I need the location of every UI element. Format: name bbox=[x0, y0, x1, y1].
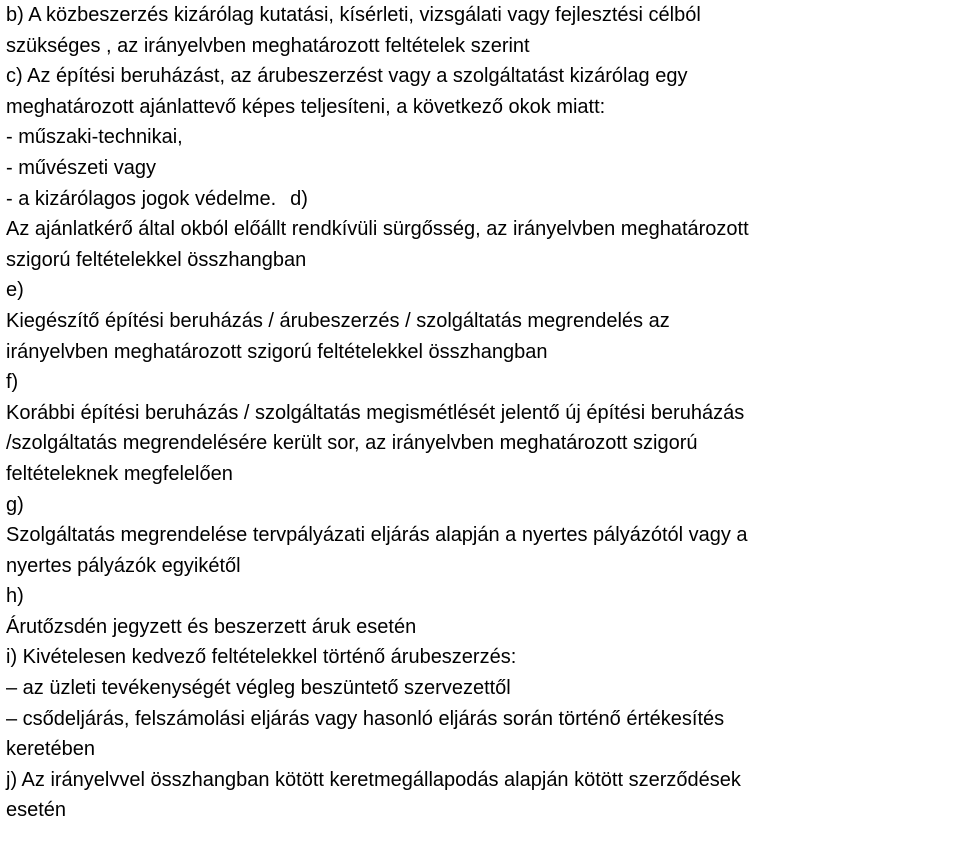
document-body bbox=[6, 0, 956, 826]
section-label-e: e) bbox=[6, 279, 24, 302]
text-line-f1: Korábbi építési beruházás / szolgáltatás megismétlését jelentő új építési beruházás bbox=[6, 401, 745, 424]
text-line-b2: szükséges , az irányelvben meghatározott feltételek szerint bbox=[6, 34, 530, 57]
text-line-d1: Az ajánlatkérő által okból előállt rendkívüli sürgősség, az irányelvben meghatározott bbox=[6, 218, 749, 241]
section-label-g: g) bbox=[6, 493, 24, 516]
text-line-b1: b) A közbeszerzés kizárólag kutatási, kísérleti, vizsgálati vagy fejlesztési célból bbox=[6, 4, 701, 26]
text-line-d2: szigorú feltételekkel összhangban bbox=[6, 248, 307, 271]
section-label-h: h) bbox=[6, 585, 24, 608]
text-line-j2: esetén bbox=[6, 799, 67, 822]
text-line-i1: i) Kivételesen kedvező feltételekkel történő árubeszerzés: bbox=[6, 646, 517, 669]
text-line-i4: keretében bbox=[6, 738, 95, 761]
text-line-e1: Kiegészítő építési beruházás / árubeszerzés / szolgáltatás megrendelés az bbox=[6, 309, 670, 332]
text-line-g2: nyertes pályázók egyikétől bbox=[6, 554, 241, 577]
text-line-f3: feltételeknek megfelelően bbox=[6, 462, 233, 485]
text-line-c4: - művészeti vagy bbox=[6, 156, 157, 179]
text-line-i3: – csődeljárás, felszámolási eljárás vagy hasonló eljárás során történő értékesítés bbox=[6, 707, 725, 730]
text-line-h1: Árutőzsdén jegyzett és beszerzett áruk esetén bbox=[6, 615, 417, 638]
text-line-c5-with-d bbox=[6, 184, 956, 215]
text-line-j1: j) Az irányelvvel összhangban kötött keretmegállapodás alapján kötött szerződések bbox=[6, 768, 741, 791]
section-label-d: d) bbox=[290, 187, 308, 210]
text-line-c5: - a kizárólagos jogok védelme. bbox=[6, 187, 277, 210]
text-line-i2: – az üzleti tevékenységét végleg beszüntető szervezettől bbox=[6, 677, 511, 700]
text-line-g1: Szolgáltatás megrendelése tervpályázati eljárás alapján a nyertes pályázótól vagy a bbox=[6, 524, 748, 547]
text-line-c2: meghatározott ajánlattevő képes teljesíteni, a következő okok miatt: bbox=[6, 95, 606, 118]
section-label-f: f) bbox=[6, 371, 19, 394]
text-line-e2: irányelvben meghatározott szigorú feltételekkel összhangban bbox=[6, 340, 548, 363]
text-line-c3: - műszaki-technikai, bbox=[6, 126, 183, 149]
text-line-c1: c) Az építési beruházást, az árubeszerzést vagy a szolgáltatást kizárólag egy bbox=[6, 65, 688, 88]
text-line-f2: /szolgáltatás megrendelésére került sor, az irányelvben meghatározott szigorú bbox=[6, 432, 698, 455]
